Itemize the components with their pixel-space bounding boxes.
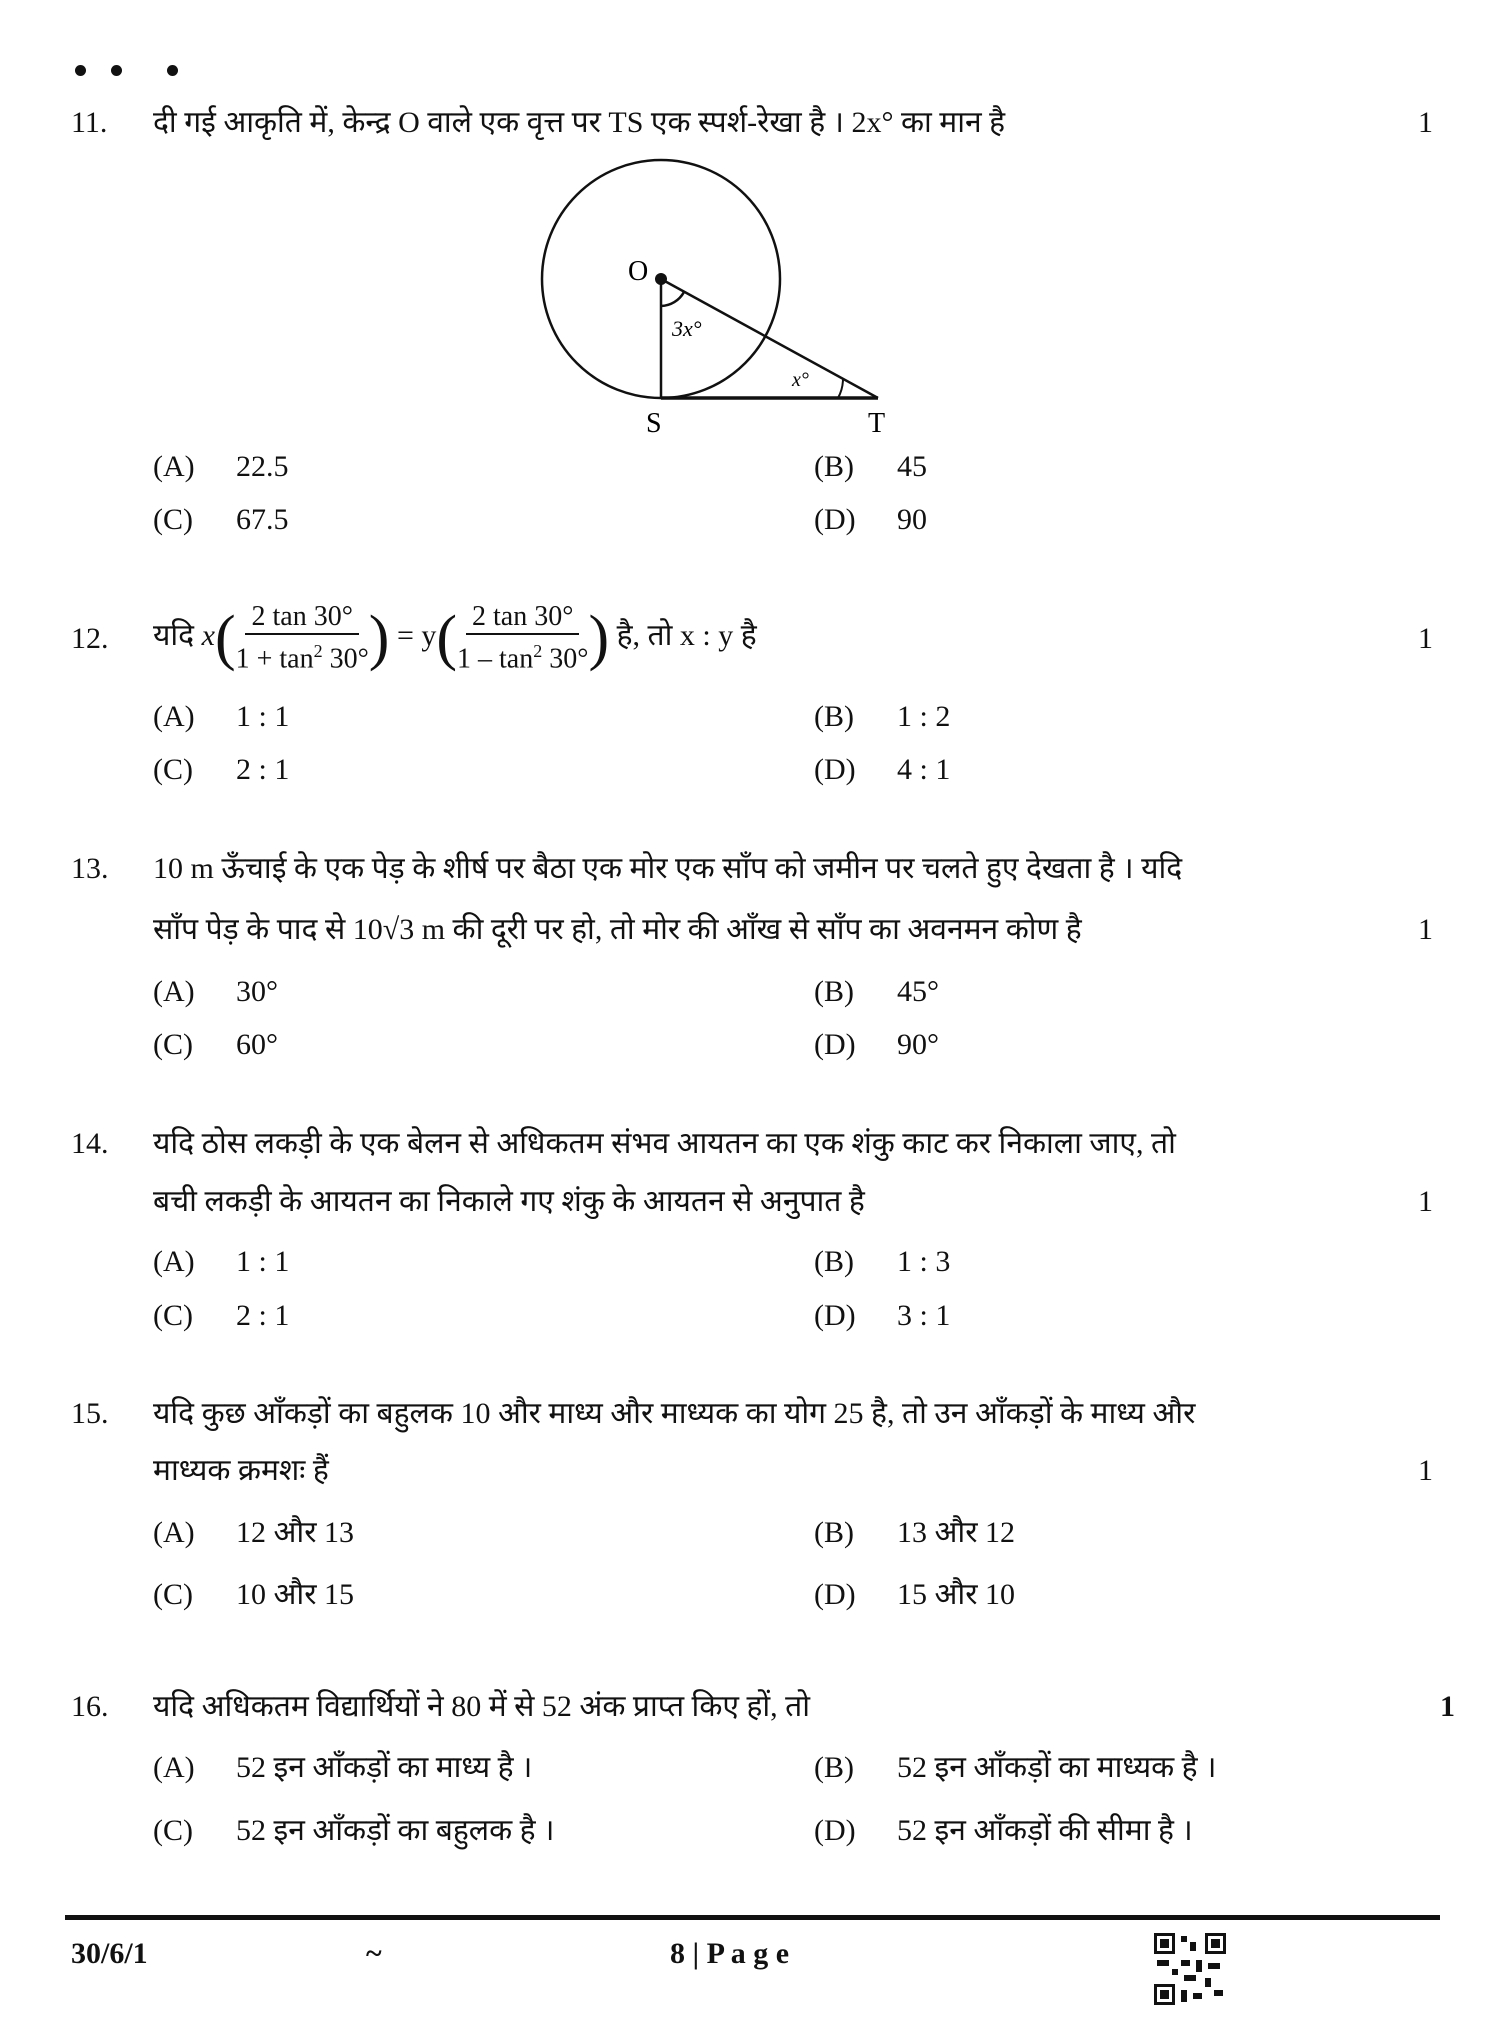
option-label: (D) — [814, 1578, 856, 1611]
option-label: (C) — [153, 1578, 193, 1611]
option-value: 45 — [897, 450, 927, 483]
option-value: 1 : 2 — [897, 700, 951, 733]
tangent-circle-figure — [520, 140, 940, 450]
option-value: 30° — [236, 975, 278, 1008]
page-number: 8 | P a g e — [670, 1937, 790, 1970]
option-value: 90° — [897, 1028, 939, 1061]
question-number: 14. — [71, 1127, 109, 1160]
marks: 1 — [1440, 1690, 1455, 1723]
option-value: 4 : 1 — [897, 753, 951, 786]
option-value: 52 इन आँकड़ों का माध्य है । — [236, 1751, 533, 1784]
question-number: 15. — [71, 1397, 109, 1430]
center-point — [655, 273, 667, 285]
option-label: (D) — [814, 1299, 856, 1332]
option-label: (B) — [814, 1245, 854, 1278]
marks: 1 — [1418, 913, 1433, 946]
option-value: 10 और 15 — [236, 1578, 354, 1611]
option-value: 1 : 1 — [236, 1245, 290, 1278]
tilde: ~ — [366, 1937, 382, 1970]
label-angle-T: x° — [792, 369, 809, 391]
dot — [167, 65, 178, 76]
angle-arc-T — [838, 379, 843, 398]
question-text: बची लकड़ी के आयतन का निकाले गए शंकु के आयतन से अनुपात है — [153, 1185, 865, 1218]
option-value: 12 और 13 — [236, 1516, 354, 1549]
paper-code: 30/6/1 — [71, 1937, 148, 1970]
fraction-left: $\frac{2 \tan 30^\circ}{1 + \tan^2 30^\circ}$ — [235, 600, 369, 675]
qr-code-icon — [1154, 1933, 1226, 2005]
var-x: x — [201, 619, 215, 652]
question-text: माध्यक क्रमशः हैं — [153, 1454, 329, 1487]
option-value: 45° — [897, 975, 939, 1008]
question-text: यदि कुछ आँकड़ों का बहुलक 10 और माध्य और माध्यक का योग 25 है, तो उन आँकड़ों के माध्य और — [153, 1397, 1196, 1430]
question-text: यदि अधिकतम विद्यार्थियों ने 80 में से 52 अंक प्राप्त किए हों, तो — [153, 1690, 811, 1723]
option-value: 3 : 1 — [897, 1299, 951, 1332]
option-value: 22.5 — [236, 450, 289, 483]
option-value: 52 इन आँकड़ों का बहुलक है । — [236, 1814, 555, 1847]
question-number: 16. — [71, 1690, 109, 1723]
option-label: (B) — [814, 1516, 854, 1549]
option-label: (A) — [153, 975, 195, 1008]
option-value: 1 : 1 — [236, 700, 290, 733]
option-label: (C) — [153, 1814, 193, 1847]
question-number: 12. — [71, 622, 109, 655]
question-text: 10 m ऊँचाई के एक पेड़ के शीर्ष पर बैठा एक मोर एक साँप को जमीन पर चलते हुए देखता है । यदि — [153, 852, 1183, 885]
marks: 1 — [1418, 1185, 1433, 1218]
question-number: 13. — [71, 852, 109, 885]
angle-arc-O — [661, 292, 684, 306]
question-equation: यदि x( $\frac{2 \tan 30^\circ}{1 + \tan^2 30^\circ}$ ) = y( $\frac{2 \tan 30^\circ}{1 - \tan^2 30^\circ}$ ) है, तो x : y है — [153, 600, 757, 675]
option-label: (C) — [153, 503, 193, 536]
option-label: (B) — [814, 975, 854, 1008]
option-value: 60° — [236, 1028, 278, 1061]
text-suffix: है, तो x : y है — [616, 619, 757, 652]
marks: 1 — [1418, 106, 1433, 139]
label-T: T — [868, 408, 886, 439]
label-S: S — [646, 408, 662, 439]
option-value: 90 — [897, 503, 927, 536]
option-label: (C) — [153, 753, 193, 786]
option-value: 67.5 — [236, 503, 289, 536]
footer-rule — [65, 1915, 1440, 1920]
option-label: (A) — [153, 450, 195, 483]
question-text: साँप पेड़ के पाद से 10√3 m की दूरी पर हो, तो मोर की आँख से साँप का अवनमन कोण है — [153, 913, 1082, 946]
option-value: 2 : 1 — [236, 753, 290, 786]
option-label: (D) — [814, 1814, 856, 1847]
fraction-right: $\frac{2 \tan 30^\circ}{1 - \tan^2 30^\circ}$ — [457, 600, 589, 675]
option-label: (B) — [814, 450, 854, 483]
option-label: (A) — [153, 700, 195, 733]
question-text: दी गई आकृति में, केन्द्र O वाले एक वृत्त पर TS एक स्पर्श-रेखा है । 2x° का मान है — [153, 106, 1006, 139]
label-angle-O: 3x° — [672, 316, 702, 341]
option-label: (C) — [153, 1028, 193, 1061]
dot — [75, 65, 86, 76]
option-value: 2 : 1 — [236, 1299, 290, 1332]
option-value: 13 और 12 — [897, 1516, 1015, 1549]
marks: 1 — [1418, 1454, 1433, 1487]
var-y: y — [421, 619, 437, 652]
option-label: (D) — [814, 1028, 856, 1061]
option-label: (B) — [814, 700, 854, 733]
question-text: यदि ठोस लकड़ी के एक बेलन से अधिकतम संभव आयतन का एक शंकु काट कर निकाला जाए, तो — [153, 1127, 1176, 1160]
option-label: (C) — [153, 1299, 193, 1332]
option-value: 52 इन आँकड़ों की सीमा है । — [897, 1814, 1193, 1847]
marks: 1 — [1418, 622, 1433, 655]
label-O: O — [628, 256, 649, 287]
option-label: (D) — [814, 753, 856, 786]
option-label: (A) — [153, 1245, 195, 1278]
option-value: 52 इन आँकड़ों का माध्यक है । — [897, 1751, 1217, 1784]
option-label: (D) — [814, 503, 856, 536]
option-label: (A) — [153, 1516, 195, 1549]
option-label: (B) — [814, 1751, 854, 1784]
question-number: 11. — [71, 106, 108, 139]
option-value: 15 और 10 — [897, 1578, 1015, 1611]
text-prefix: यदि — [153, 619, 195, 652]
option-label: (A) — [153, 1751, 195, 1784]
option-value: 1 : 3 — [897, 1245, 951, 1278]
dot — [111, 65, 122, 76]
